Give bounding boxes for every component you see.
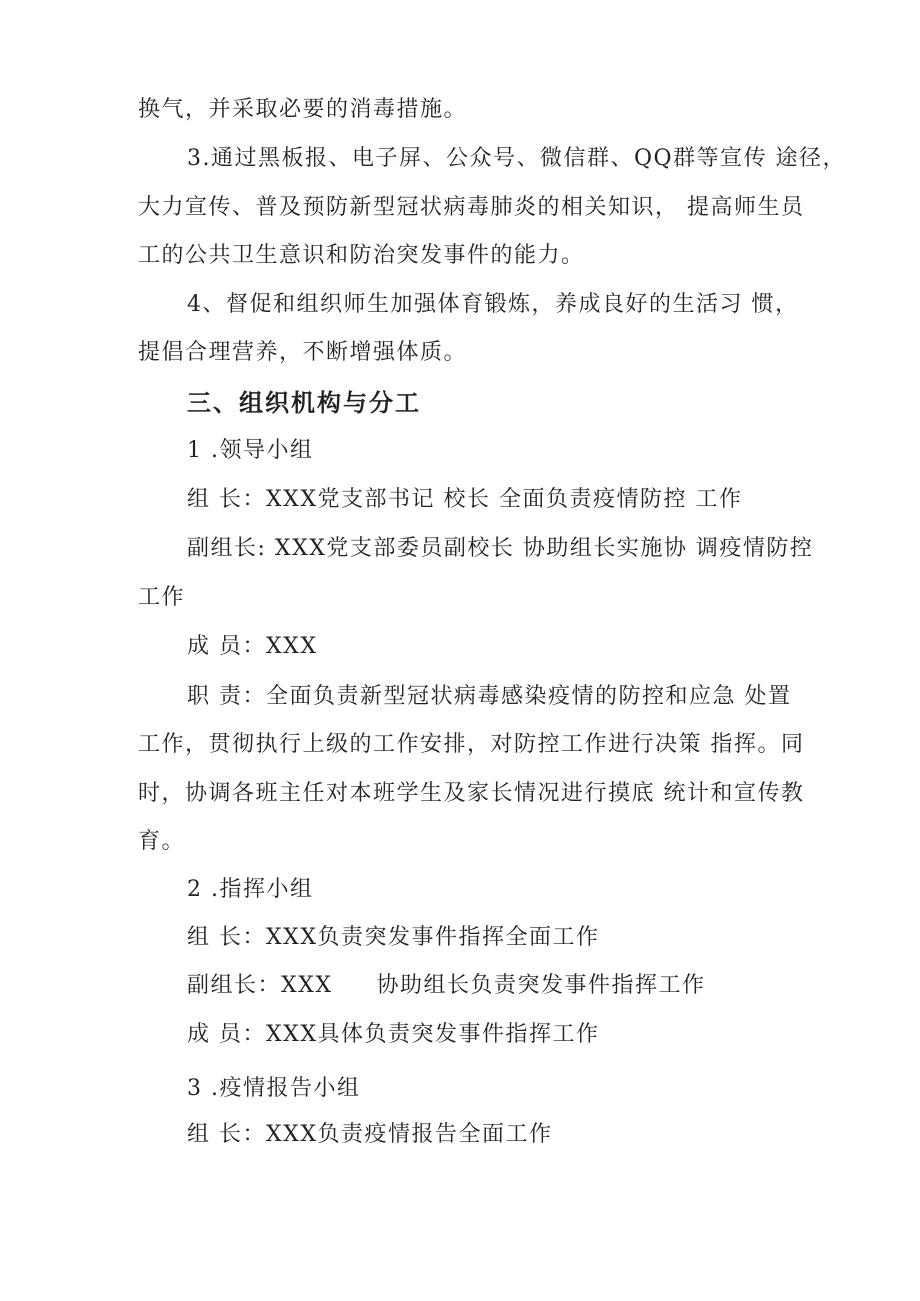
group-leader-line: 组 长：XXX负责疫情报告全面工作	[187, 1122, 553, 1147]
group-duty-line: 职 责：全面负责新型冠状病毒感染疫情的防控和应急 处置	[187, 684, 792, 709]
paragraph-line: 育。	[138, 829, 186, 854]
group-vice-leader-line: 副组长: XXX党支部委员副校长 协助组长实施协 调疫情防控	[187, 536, 814, 561]
vice-leader-duty: 协助组长负责突发事件指挥工作	[376, 973, 706, 998]
section-heading: 三、组织机构与分工	[187, 389, 421, 417]
paragraph-line: 工的公共卫生意识和防治突发事件的能力。	[138, 243, 585, 268]
paragraph-line: 时，协调各班主任对本班学生及家长情况进行摸底 统计和宣传教	[138, 781, 805, 806]
paragraph-line: 4、督促和组织师生加强体育锻炼，养成良好的生活习 惯，	[187, 292, 799, 317]
group-vice-leader-line	[187, 971, 807, 1001]
paragraph-line: 换气，并采取必要的消毒措施。	[138, 97, 468, 122]
paragraph-line: 提倡合理营养，不断增强体质。	[138, 340, 468, 365]
paragraph-line: 3.通过黑板报、电子屏、公众号、微信群、QQ群等宣传 途径，	[187, 146, 847, 171]
group-title: 3 .疫情报告小组	[187, 1076, 361, 1101]
vice-leader-name: 副组长：XXX	[187, 973, 333, 998]
group-member-line: 成 员：XXX	[187, 634, 318, 659]
group-member-line: 成 员：XXX具体负责突发事件指挥工作	[187, 1022, 600, 1047]
group-title: 1 .领导小组	[187, 438, 314, 463]
group-title: 2 .指挥小组	[187, 877, 314, 902]
paragraph-line: 大力宣传、普及预防新型冠状病毒肺炎的相关知识， 提高师生员	[138, 195, 805, 220]
group-leader-line: 组 长：XXX党支部书记 校长 全面负责疫情防控 工作	[187, 487, 743, 512]
paragraph-line: 工作，贯彻执行上级的工作安排，对防控工作进行决策 指挥。同	[138, 732, 805, 757]
group-leader-line: 组 长：XXX负责突发事件指挥全面工作	[187, 925, 600, 950]
paragraph-line: 工作	[138, 585, 186, 610]
